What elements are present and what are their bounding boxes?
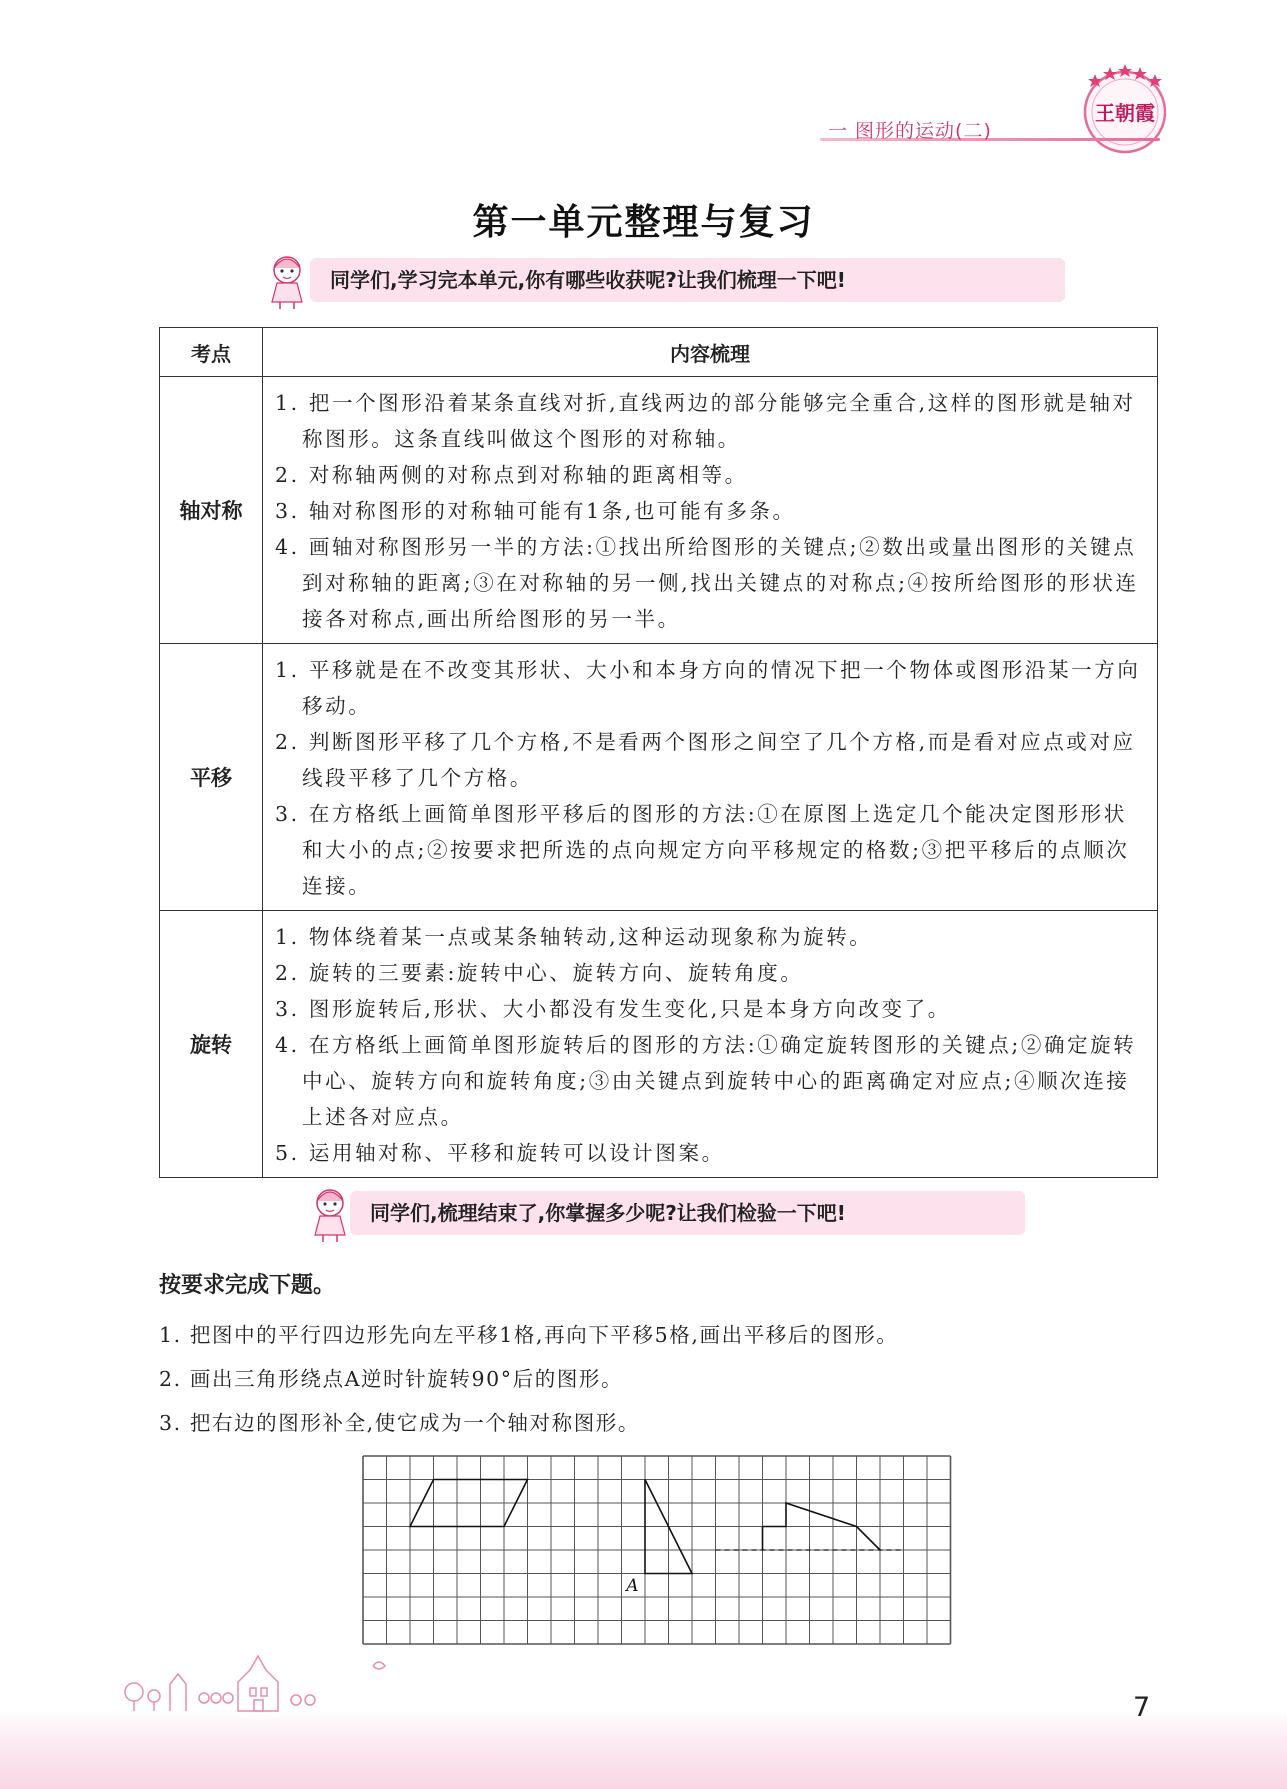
column-header-point: 考点 <box>160 328 263 377</box>
row-content <box>263 644 1158 911</box>
grid-diagram <box>362 1455 957 1647</box>
chapter-header <box>820 118 1180 148</box>
review-table <box>159 327 1158 1178</box>
chapter-label: 一 图形的运动(二) <box>828 120 992 142</box>
table-row-axial-symmetry <box>160 377 1158 644</box>
table-row-translation <box>160 644 1158 911</box>
page-title: 第一单元整理与复习 <box>472 202 815 243</box>
list-item: 2. 对称轴两侧的对称点到对称轴的距离相等。 <box>275 463 748 487</box>
row-point-label: 旋转 <box>160 911 263 1178</box>
cartoon-girl-icon <box>305 1185 355 1243</box>
brand-badge-text: 王朝霞 <box>1095 101 1155 125</box>
intro-bubble: 同学们,学习完本单元,你有哪些收获呢?让我们梳理一下吧! <box>310 258 1065 302</box>
list-item: 2. 判断图形平移了几个方格,不是看两个图形之间空了几个方格,而是看对应点或对应线段平移了几个方格。 <box>275 730 1136 790</box>
list-item: 1. 平移就是在不改变其形状、大小和本身方向的情况下把一个物体或图形沿某一方向移动。 <box>275 658 1141 718</box>
question-3: 3. 把右边的图形补全,使它成为一个轴对称图形。 <box>159 1411 640 1435</box>
list-item: 4. 画轴对称图形另一半的方法:①找出所给图形的关键点;②数出或量出图形的关键点到对称轴的距离;③在对称轴的另一侧,找出关键点的对称点;④按所给图形的形状连接各对称点,画出所给图形的另一半。 <box>275 535 1139 631</box>
row-content <box>263 377 1158 644</box>
table-row-rotation <box>160 911 1158 1178</box>
point-a-label: A <box>626 1576 639 1597</box>
row-point-label: 轴对称 <box>160 377 263 644</box>
list-item: 4. 在方格纸上画简单图形旋转后的图形的方法:①确定旋转图形的关键点;②确定旋转中心、旋转方向和旋转角度;③由关键点到旋转中心的距离确定对应点;④顺次连接上述各对应点。 <box>275 1033 1137 1129</box>
row-content <box>263 911 1158 1178</box>
list-item: 3. 轴对称图形的对称轴可能有1条,也可能有多条。 <box>275 499 796 523</box>
column-header-content: 内容梳理 <box>263 328 1158 377</box>
castle-decoration-icon <box>118 1648 408 1713</box>
question-2: 2. 画出三角形绕点A逆时针旋转90°后的图形。 <box>159 1367 624 1391</box>
list-item: 3. 在方格纸上画简单图形平移后的图形的方法:①在原图上选定几个能决定图形形状和大小的点;②按要求把所选的点向规定方向平移规定的格数;③把平移后的点顺次连接。 <box>275 802 1130 898</box>
table-header-row <box>160 328 1158 377</box>
row-point-label: 平移 <box>160 644 263 911</box>
cartoon-girl-icon <box>262 252 312 310</box>
question-1: 1. 把图中的平行四边形先向左平移1格,再向下平移5格,画出平移后的图形。 <box>159 1323 899 1347</box>
list-item: 2. 旋转的三要素:旋转中心、旋转方向、旋转角度。 <box>275 961 804 985</box>
exercise-section-title: 按要求完成下题。 <box>159 1273 336 1298</box>
footer-band <box>0 1710 1287 1789</box>
list-item: 3. 图形旋转后,形状、大小都没有发生变化,只是本身方向改变了。 <box>275 997 951 1021</box>
page-number: 7 <box>1133 1692 1151 1723</box>
list-item: 1. 物体绕着某一点或某条轴转动,这种运动现象称为旋转。 <box>275 925 873 949</box>
list-item: 5. 运用轴对称、平移和旋转可以设计图案。 <box>275 1141 725 1165</box>
check-bubble: 同学们,梳理结束了,你掌握多少呢?让我们检验一下吧! <box>350 1191 1025 1235</box>
list-item: 1. 把一个图形沿着某条直线对折,直线两边的部分能够完全重合,这样的图形就是轴对称图形。这条直线叫做这个图形的对称轴。 <box>275 391 1136 451</box>
